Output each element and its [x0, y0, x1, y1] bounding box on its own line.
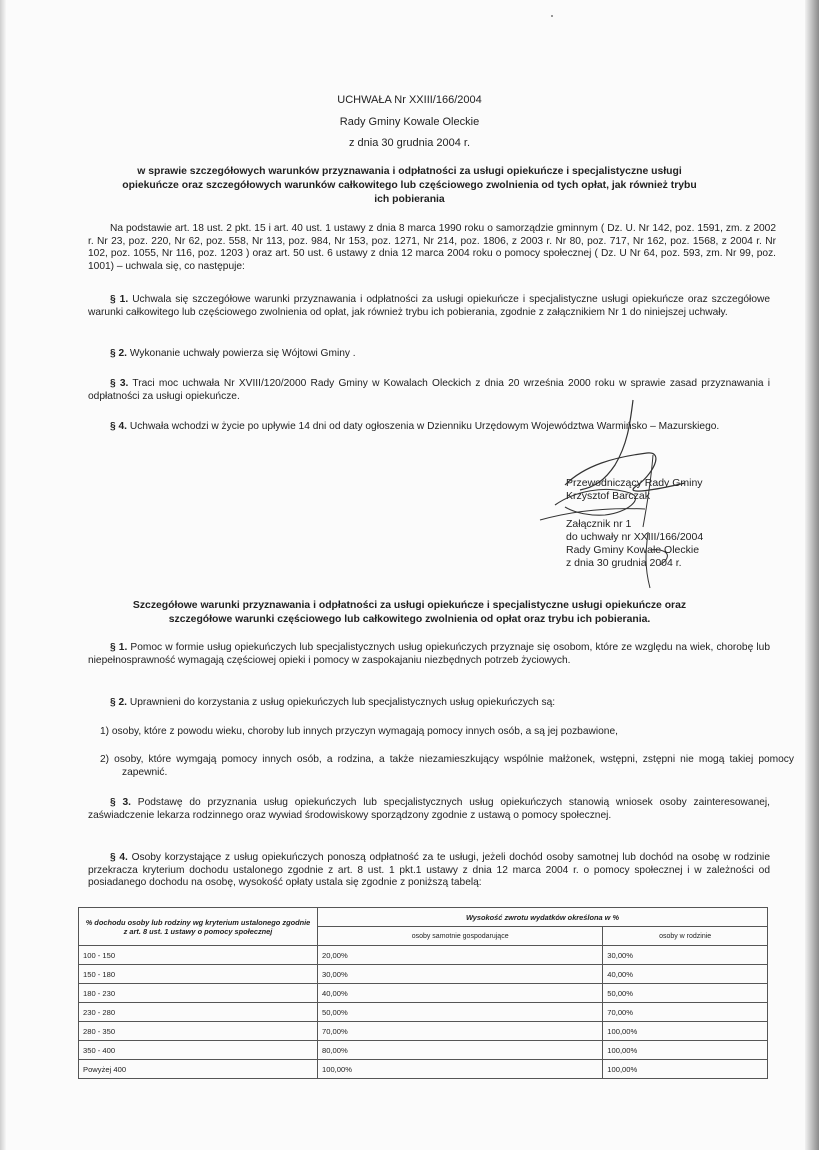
annex-section-2-text: Uprawnieni do korzystania z usług opiekuńczych lub specjalistycznych usług opiekuńczych są:: [127, 697, 556, 708]
table-cell-family: 100,00%: [603, 1060, 768, 1079]
fee-table-family-header: osoby w rodzinie: [603, 927, 768, 946]
council-name: Rady Gminy Kowale Oleckie: [339, 116, 480, 128]
fee-table-income-header: % dochodu osoby lub rodziny wg kryterium ustalonego zgodnie z art. 8 ust. 1 ustawy o pomocy społecznej: [79, 908, 318, 946]
resolution-title: UCHWAŁA Nr XXIII/166/2004: [337, 94, 482, 106]
subject-line-2: opiekuńcze oraz szczegółowych warunków całkowitego lub częściowego zwolnienia od tych opłat, jak również trybu: [122, 180, 697, 191]
table-row: [79, 965, 768, 984]
table-cell-range: 280 - 350: [79, 1022, 318, 1041]
table-row: [79, 984, 768, 1003]
table-cell-family: 50,00%: [603, 984, 768, 1003]
table-cell-single: 80,00%: [318, 1041, 603, 1060]
table-cell-family: 100,00%: [603, 1022, 768, 1041]
annex-section-4-text: Osoby korzystające z usług opiekuńczych ponoszą odpłatność za te usługi, jeżeli dochód osoby samotnej lub dochód na osobę w rodzinie przekracza kryterium dochodu ustalonego zgodnie z art. 8 ust. 1 pkt.1 ustawy z dnia 12 marca 2004 r. o pomocy społecznej i w zależności od posiadanego dochodu na osobę, wysokość opłaty ustala się zgodnie z poniższą tabelą:: [88, 852, 770, 889]
table-cell-single: 30,00%: [318, 965, 603, 984]
resolution-date: z dnia 30 grudnia 2004 r.: [348, 137, 471, 149]
annex-section-1: [88, 642, 770, 667]
fee-table-single-header: osoby samotnie gospodarujące: [318, 927, 603, 946]
annex-section-1-text: Pomoc w formie usług opiekuńczych lub specjalistycznych usług opiekuńczych przyznaje się osobom, które ze względu na wiek, chorobę lub niepełnosprawność wymagają częściowej opieki i pomocy w zaspokajaniu niezbędnych potrzeb życiowych.: [88, 642, 770, 666]
section-1-number: § 1.: [110, 294, 129, 305]
attachment-line-4: z dnia 30 grudnia 2004 r.: [566, 557, 682, 569]
table-cell-single: 40,00%: [318, 984, 603, 1003]
annex-section-4-number: § 4.: [110, 852, 128, 863]
attachment-line-2: do uchwały nr XXIII/166/2004: [566, 531, 704, 543]
table-cell-range: Powyżej 400: [79, 1060, 318, 1079]
table-cell-single: 50,00%: [318, 1003, 603, 1022]
table-row: [79, 1041, 768, 1060]
section-4-number: § 4.: [110, 421, 127, 432]
table-cell-single: 70,00%: [318, 1022, 603, 1041]
annex-section-4: [88, 852, 770, 890]
annex-title-1: Szczegółowe warunki przyznawania i odpłatności za usługi opiekuńcze i specjalistyczne usługi opiekuńcze oraz: [132, 600, 687, 611]
scan-speck: [551, 15, 553, 17]
attachment-line-1: Załącznik nr 1: [566, 518, 632, 530]
section-4-text: Uchwała wchodzi w życie po upływie 14 dni od daty ogłoszenia w Dzienniku Urzędowym Województwa Warmińsko – Mazurskiego.: [127, 421, 720, 432]
fee-table-group-header: Wysokość zwrotu wydatków określona w %: [318, 908, 768, 927]
table-cell-range: 350 - 400: [79, 1041, 318, 1060]
preamble: Na podstawie art. 18 ust. 2 pkt. 15 i art. 40 ust. 1 ustawy z dnia 8 marca 1990 roku o samorządzie gminnym ( Dz. U. Nr 142, poz. 1591, zm. z 2002 r. Nr 23, poz. 220, Nr 62, poz. 558, Nr 113, poz. 984, Nr 153, poz. 1271, Nr 214, poz. 1806, z 2003 r. Nr 80, poz. 717, Nr 162, poz. 1568, z 2004 r. Nr 102, poz. 1055, Nr 116, poz. 1203 ) oraz art. 50 ust. 6 ustawy z dnia 12 marca 2004 roku o pomocy społecznej ( Dz. U Nr 64, poz. 593, zm. Nr 99, poz. 1001) – uchwala się, co następuje:: [88, 223, 776, 272]
section-1: [88, 294, 770, 319]
annex-item-2: 2) osoby, które wymgają pomocy innych osób, a rodzina, a także niezamieszkujący wspólnie małżonek, wstępni, zstępni nie mogą takiej pomocy zapewnić.: [100, 754, 794, 778]
section-1-text: Uchwala się szczegółowe warunki przyznawania i odpłatności za usługi opiekuńcze i specjalistyczne usługi opiekuńcze oraz szczegółowe warunki całkowitego lub częściowego zwolnienia od opłat, jak również trybu ich pobierania, zgodnie z załącznikiem Nr 1 do niniejszej uchwały.: [88, 294, 771, 318]
section-2-number: § 2.: [110, 348, 127, 359]
annex-section-3: [88, 797, 770, 822]
table-row: [79, 1003, 768, 1022]
section-3-number: § 3.: [110, 378, 129, 389]
annex-section-2: [88, 697, 770, 710]
signature-name: Krzysztof Barczak: [566, 490, 651, 502]
table-row: [79, 1060, 768, 1079]
annex-section-3-number: § 3.: [110, 797, 131, 808]
fee-table: [78, 907, 768, 1079]
signature-role: Przewodniczący Rady Gminy: [566, 477, 703, 489]
table-row: [79, 1022, 768, 1041]
table-cell-family: 40,00%: [603, 965, 768, 984]
table-cell-family: 70,00%: [603, 1003, 768, 1022]
annex-section-1-number: § 1.: [110, 642, 128, 653]
table-cell-single: 20,00%: [318, 946, 603, 965]
subject-line-3: ich pobierania: [374, 194, 445, 205]
table-cell-range: 100 - 150: [79, 946, 318, 965]
table-cell-range: 150 - 180: [79, 965, 318, 984]
table-cell-family: 100,00%: [603, 1041, 768, 1060]
section-3-text: Traci moc uchwała Nr XVIII/120/2000 Rady Gminy w Kowalach Oleckich z dnia 20 września 2000 roku w sprawie zasad przyznawania i odpłatności za usługi opiekuńcze.: [88, 378, 770, 402]
table-row: [79, 946, 768, 965]
fee-table-body: [79, 946, 768, 1079]
annex-title-2: szczegółowe warunki częściowego lub całkowitego zwolnienia od opłat oraz trybu ich pobierania.: [168, 614, 651, 625]
table-cell-family: 30,00%: [603, 946, 768, 965]
annex-item-1: 1) osoby, które z powodu wieku, choroby lub innych przyczyn wymagają pomocy innych osób, a są jej pozbawione,: [100, 726, 618, 737]
annex-section-2-number: § 2.: [110, 697, 127, 708]
section-2: [88, 348, 770, 361]
handwritten-signature: [535, 395, 735, 530]
subject-line-1: w sprawie szczegółowych warunków przyznawania i odpłatności za usługi opiekuńcze i specjalistyczne usługi: [137, 166, 682, 177]
attachment-scribble: [620, 530, 700, 590]
annex-section-3-text: Podstawę do przyznania usług opiekuńczych lub specjalistycznych usług opiekuńczych stanowią wniosek osoby zainteresowanej, zaświadczenie lekarza rodzinnego oraz wywiad środowiskowy sporządzony zgodnie z ustawą o pomocy społecznej.: [88, 797, 770, 821]
table-cell-range: 230 - 280: [79, 1003, 318, 1022]
table-cell-range: 180 - 230: [79, 984, 318, 1003]
table-cell-single: 100,00%: [318, 1060, 603, 1079]
section-2-text: Wykonanie uchwały powierza się Wójtowi Gminy .: [127, 348, 356, 359]
attachment-line-3: Rady Gminy Kowale Oleckie: [566, 544, 700, 556]
